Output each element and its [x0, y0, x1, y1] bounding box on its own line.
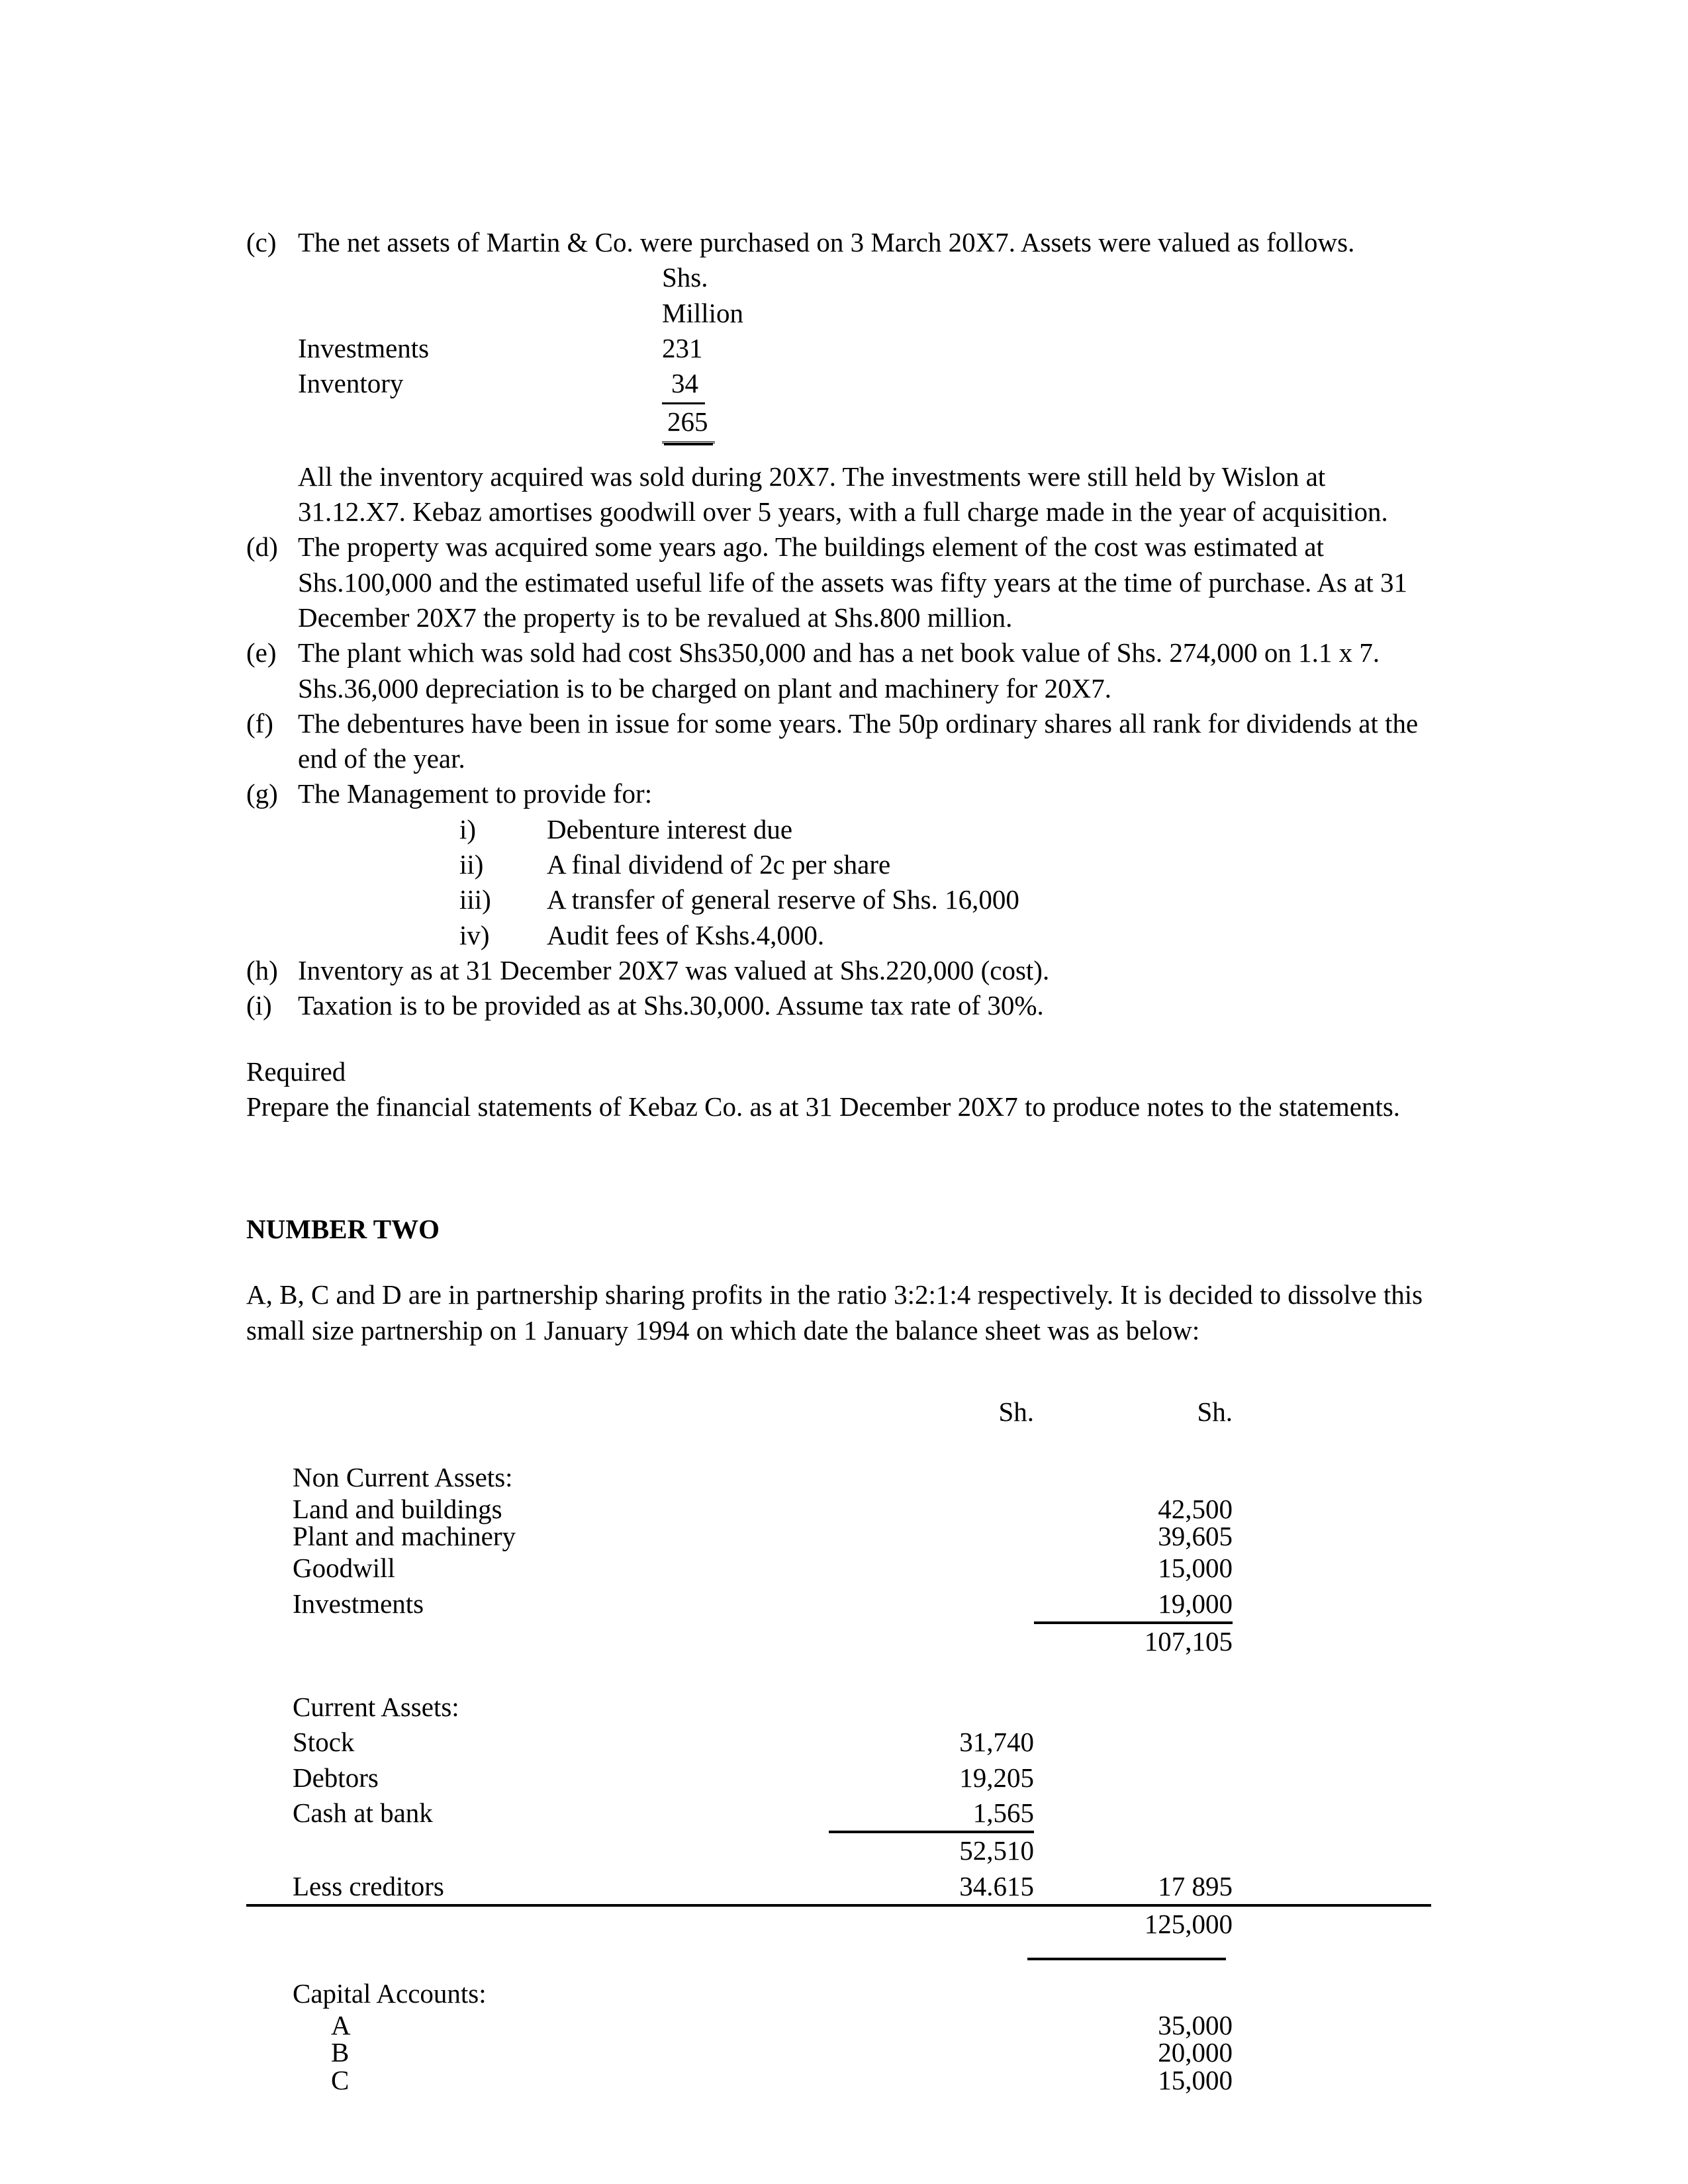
list-item-f — [246, 706, 1431, 777]
table-row — [246, 1551, 1431, 1586]
roman-marker-i: i) — [459, 813, 477, 844]
list-item-i — [246, 988, 1431, 1023]
bs-grand-total-row — [246, 1907, 1431, 1942]
table-row — [246, 2067, 1431, 2095]
bs-label-investments: Investments — [293, 1588, 424, 1619]
list-marker-f: (f) — [246, 707, 273, 739]
roman-marker-iii: iii) — [459, 884, 491, 915]
list-text-c: The net assets of Martin & Co. were purchased on 3 March 20X7. Assets were valued as follows. — [298, 227, 1355, 257]
bs-row-less-creditors — [246, 1869, 1431, 1907]
assets-total-265: 265 — [662, 404, 715, 443]
bs-section-heading-non-current — [246, 1460, 1431, 1495]
table-row — [246, 2009, 1431, 2040]
row-label-investments: Investments — [298, 332, 430, 363]
total-value-cell — [662, 404, 781, 443]
row-label-inventory: Inventory — [298, 368, 404, 399]
list-text-g: The Management to provide for: — [298, 778, 653, 809]
table-row — [246, 1725, 1431, 1760]
roman-text-i: Debenture interest due — [547, 813, 793, 844]
provisions-list — [246, 812, 1431, 953]
note-after-assets-table: All the inventory acquired was sold during 20X7. The investments were still held by Wislon at 31.12.X7. Kebaz amortises goodwill over 5 years, with a full charge made in the year of acquisition. — [298, 461, 1388, 527]
list-item-c — [246, 225, 1431, 260]
bs-label-goodwill: Goodwill — [293, 1553, 395, 1584]
list-item — [246, 847, 1431, 882]
list-marker-h: (h) — [246, 954, 278, 985]
list-item — [246, 812, 1431, 847]
list-text-h: Inventory as at 31 December 20X7 was valued at Shs.220,000 (cost). — [298, 954, 1050, 985]
list-item — [246, 882, 1431, 917]
list-item-e — [246, 635, 1431, 706]
bs-label-current-assets: Current Assets: — [293, 1692, 459, 1723]
bs-section-heading-current — [246, 1690, 1431, 1725]
table-row — [298, 331, 1431, 366]
bs-c2-partner-b: 20,000 — [1158, 2037, 1233, 2068]
bs-label-less-creditors: Less creditors — [293, 1870, 444, 1901]
table-header-row — [298, 260, 1431, 331]
required-heading: Required — [246, 1056, 346, 1087]
row-value-investments: 231 — [662, 332, 703, 363]
bs-label-plant-and-machinery: Plant and machinery — [293, 1521, 516, 1552]
bs-label-non-current-assets: Non Current Assets: — [293, 1462, 513, 1493]
list-item-g — [246, 776, 1431, 811]
bs-c2-less-creditors: 17 895 — [1158, 1870, 1233, 1901]
bs-c2-goodwill: 15,000 — [1158, 1553, 1233, 1584]
list-text-f: The debentures have been in issue for some years. The 50p ordinary shares all rank for dividends at the end of the year. — [298, 707, 1419, 774]
bs-c1-stock: 31,740 — [959, 1727, 1034, 1758]
bs-label-partner-a: A — [331, 2009, 351, 2040]
bs-label-debtors: Debtors — [293, 1762, 379, 1793]
roman-marker-iv: iv) — [459, 919, 490, 950]
table-row — [246, 1493, 1431, 1524]
list-marker-c: (c) — [246, 227, 277, 257]
table-row — [246, 1523, 1431, 1551]
bs-col2-header: Sh. — [1197, 1396, 1233, 1428]
bs-section-heading-capital — [246, 1976, 1431, 2011]
list-text-i: Taxation is to be provided as at Shs.30,000. Assume tax rate of 30%. — [298, 990, 1044, 1021]
bs-total-row-current — [246, 1833, 1431, 1868]
table-row — [246, 1760, 1431, 1796]
bs-c2-partner-a: 35,000 — [1158, 2009, 1233, 2040]
table-row — [246, 1796, 1431, 1833]
bs-c2-land-and-buildings: 42,500 — [1158, 1493, 1233, 1524]
table-row — [246, 1586, 1431, 1624]
table-total-row — [298, 404, 1431, 443]
list-text-d: The property was acquired some years ago. The buildings element of the cost was estimated at Shs.100,000 and the estimated useful life of the assets was fifty years at the time of purchase. As at 31 December 20X7 the property is to be revalued at Shs.800 million. — [298, 531, 1408, 633]
bs-label-land-and-buildings: Land and buildings — [293, 1493, 502, 1524]
bs-label-partner-b: B — [331, 2037, 350, 2068]
page-content — [246, 225, 1431, 2095]
list-item — [246, 918, 1431, 953]
bs-label-stock: Stock — [293, 1727, 355, 1758]
number-two-intro: A, B, C and D are in partnership sharing profits in the ratio 3:2:1:4 respectively. It is decided to dissolve this small size partnership on 1 January 1994 on which date the balance sheet was as below: — [246, 1279, 1423, 1345]
list-marker-d: (d) — [246, 531, 278, 563]
bs-col1-header: Sh. — [998, 1396, 1034, 1428]
bs-c1-debtors: 19,205 — [959, 1762, 1034, 1793]
list-item-h — [246, 953, 1431, 988]
bs-c2-partner-c: 15,000 — [1158, 2065, 1233, 2096]
bs-grand-total: 125,000 — [1144, 1908, 1233, 1939]
table-row — [246, 2039, 1431, 2067]
list-marker-e: (e) — [246, 637, 277, 668]
section-heading-number-two: NUMBER TWO — [246, 1214, 440, 1245]
required-text: Prepare the financial statements of Kebaz Co. as at 31 December 20X7 to produce notes to the statements. — [246, 1091, 1401, 1122]
list-marker-g: (g) — [246, 778, 278, 809]
list-text-e: The plant which was sold had cost Shs350,000 and has a net book value of Shs. 274,000 on 1.1 x 7. Shs.36,000 depreciation is to be charged on plant and machinery for 20X7. — [298, 637, 1380, 704]
bs-total-current-assets: 52,510 — [959, 1835, 1034, 1866]
roman-text-iv: Audit fees of Kshs.4,000. — [547, 919, 825, 950]
table-row — [298, 366, 1431, 404]
row-value-inventory — [662, 366, 781, 404]
list-marker-i: (i) — [246, 990, 272, 1021]
bs-total-row-non-current — [246, 1624, 1431, 1659]
balance-sheet-header-row — [246, 1394, 1431, 1430]
bs-c1-cash-at-bank: 1,565 — [829, 1796, 1034, 1833]
roman-text-iii: A transfer of general reserve of Shs. 16,000 — [547, 884, 1019, 915]
bs-c2-investments: 19,000 — [1034, 1586, 1233, 1624]
bs-label-partner-c: C — [331, 2065, 350, 2096]
row-value-inventory-underlined: 34 — [662, 366, 705, 404]
column-header-shs-million: Shs. Million — [662, 262, 744, 328]
list-item-d — [246, 529, 1431, 635]
balance-sheet-table — [246, 1394, 1431, 2095]
assets-valuation-table — [298, 260, 1431, 443]
roman-text-ii: A final dividend of 2c per share — [547, 849, 891, 880]
bs-label-capital-accounts: Capital Accounts: — [293, 1978, 487, 2009]
bs-label-cash-at-bank: Cash at bank — [293, 1797, 433, 1829]
roman-marker-ii: ii) — [459, 849, 484, 880]
bs-total-non-current: 107,105 — [1144, 1625, 1233, 1657]
bs-c1-less-creditors: 34.615 — [959, 1870, 1034, 1901]
bs-c2-plant-and-machinery: 39,605 — [1158, 1521, 1233, 1552]
